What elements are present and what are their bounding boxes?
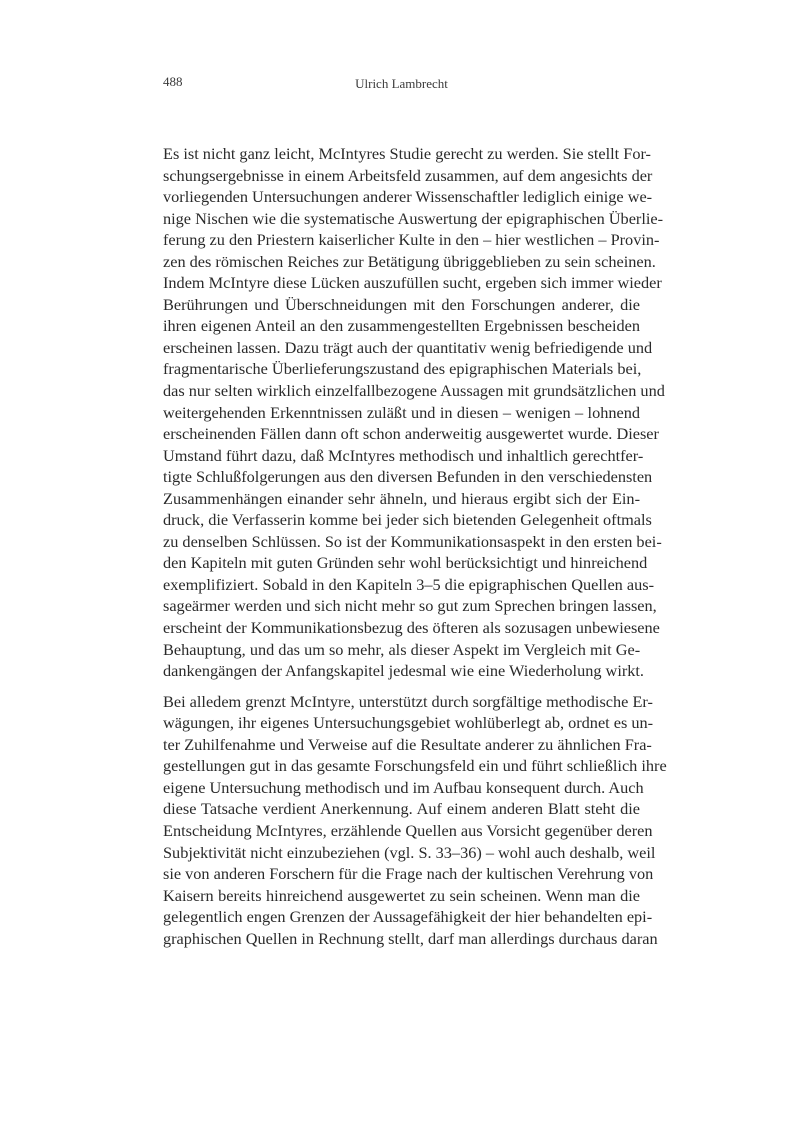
text-line: weitergehenden Erkenntnissen zuläßt und in diesen – wenigen – lohnend <box>163 402 640 422</box>
text-line: Bei alledem grenzt McIntyre, unterstützt durch sorgfältige methodische Er- <box>163 691 653 711</box>
body-text <box>163 143 667 949</box>
text-line: diese Tatsache verdient Anerkennung. Auf einem anderen Blatt steht die <box>163 799 640 819</box>
text-line: schungsergebnisse in einem Arbeitsfeld zusammen, auf dem angesichts der <box>163 165 653 185</box>
text-line: erscheint der Kommunikationsbezug des öfteren als sozusagen unbewiesene <box>163 618 660 638</box>
text-line: den Kapiteln mit guten Gründen sehr wohl berücksichtigt und hinreichend <box>163 553 648 573</box>
text-line: ter Zuhilfenahme und Verweise auf die Resultate anderer zu ähnlichen Fra- <box>163 734 652 754</box>
text-line: erscheinen lassen. Dazu trägt auch der quantitativ wenig befriedigende und <box>163 337 653 357</box>
text-line: eigene Untersuchung methodisch und im Aufbau konsequent durch. Auch <box>163 777 644 797</box>
text-line: Umstand führt dazu, daß McIntyres methodisch und inhaltlich gerechtfer- <box>163 445 644 465</box>
text-line: gelegentlich engen Grenzen der Aussagefähigkeit der hier behandelten epi- <box>163 907 653 927</box>
text-line: sageärmer werden und sich nicht mehr so gut zum Sprechen bringen lassen, <box>163 596 657 616</box>
paragraph-2 <box>163 691 667 950</box>
text-line: druck, die Verfasserin komme bei jeder sich bietenden Gelegenheit oftmals <box>163 510 652 530</box>
text-line: Kaisern bereits hinreichend ausgewertet zu sein scheinen. Wenn man die <box>163 885 640 905</box>
text-line: graphischen Quellen in Rechnung stellt, darf man allerdings durchaus daran <box>163 928 658 948</box>
page-header <box>163 74 640 94</box>
text-line: exemplifiziert. Sobald in den Kapiteln 3–5 die epigraphischen Quellen aus- <box>163 574 655 594</box>
text-line: Behauptung, und das um so mehr, als dieser Aspekt im Vergleich mit Ge- <box>163 639 641 659</box>
text-line: erscheinenden Fällen dann oft schon anderweitig ausgewertet wurde. Dieser <box>163 424 659 444</box>
text-line: Indem McIntyre diese Lücken auszufüllen sucht, ergeben sich immer wieder <box>163 273 662 293</box>
text-line: das nur selten wirklich einzelfallbezogene Aussagen mit grundsätzlichen und <box>163 381 665 401</box>
text-line: Subjektivität nicht einzubeziehen (vgl. S. 33–36) – wohl auch deshalb, weil <box>163 842 656 862</box>
text-line: gestellungen gut in das gesamte Forschungsfeld ein und führt schließlich ihre <box>163 756 667 776</box>
text-line: ferung zu den Priestern kaiserlicher Kulte in den – hier westlichen – Provin- <box>163 230 660 250</box>
text-line: dankengängen der Anfangskapitel jedesmal wie eine Wiederholung wirkt. <box>163 661 644 681</box>
text-line: sie von anderen Forschern für die Frage nach der kultischen Verehrung von <box>163 864 654 884</box>
page-number: 488 <box>163 74 183 89</box>
text-line: nige Nischen wie die systematische Auswertung der epigraphischen Überlie- <box>163 208 664 228</box>
text-line: wägungen, ihr eigenes Untersuchungsgebiet wohlüberlegt ab, ordnet es un- <box>163 713 654 733</box>
text-line: vorliegenden Untersuchungen anderer Wissenschaftler lediglich einige we- <box>163 187 653 207</box>
text-line: fragmentarische Überlieferungszustand des epigraphischen Materials bei, <box>163 359 642 379</box>
text-line: Zusammenhängen einander sehr ähneln, und hieraus ergibt sich der Ein- <box>163 488 640 508</box>
running-head-author: Ulrich Lambrecht <box>355 76 448 91</box>
text-line: tigte Schlußfolgerungen aus den diversen Befunden in den verschiedensten <box>163 467 653 487</box>
paragraph-1 <box>163 143 665 682</box>
text-line: zen des römischen Reiches zur Betätigung übriggeblieben zu sein scheinen. <box>163 251 656 271</box>
text-line: Es ist nicht ganz leicht, McIntyres Studie gerecht zu werden. Sie stellt For- <box>163 144 651 163</box>
text-line: zu denselben Schlüssen. So ist der Kommunikationsaspekt in den ersten bei- <box>163 531 662 551</box>
text-line: ihren eigenen Anteil an den zusammengestellten Ergebnissen bescheiden <box>163 316 640 336</box>
text-line: Berührungen und Überschneidungen mit den Forschungen anderer, die <box>163 294 640 314</box>
text-line: Entscheidung McIntyres, erzählende Quellen aus Vorsicht gegenüber deren <box>163 820 653 840</box>
